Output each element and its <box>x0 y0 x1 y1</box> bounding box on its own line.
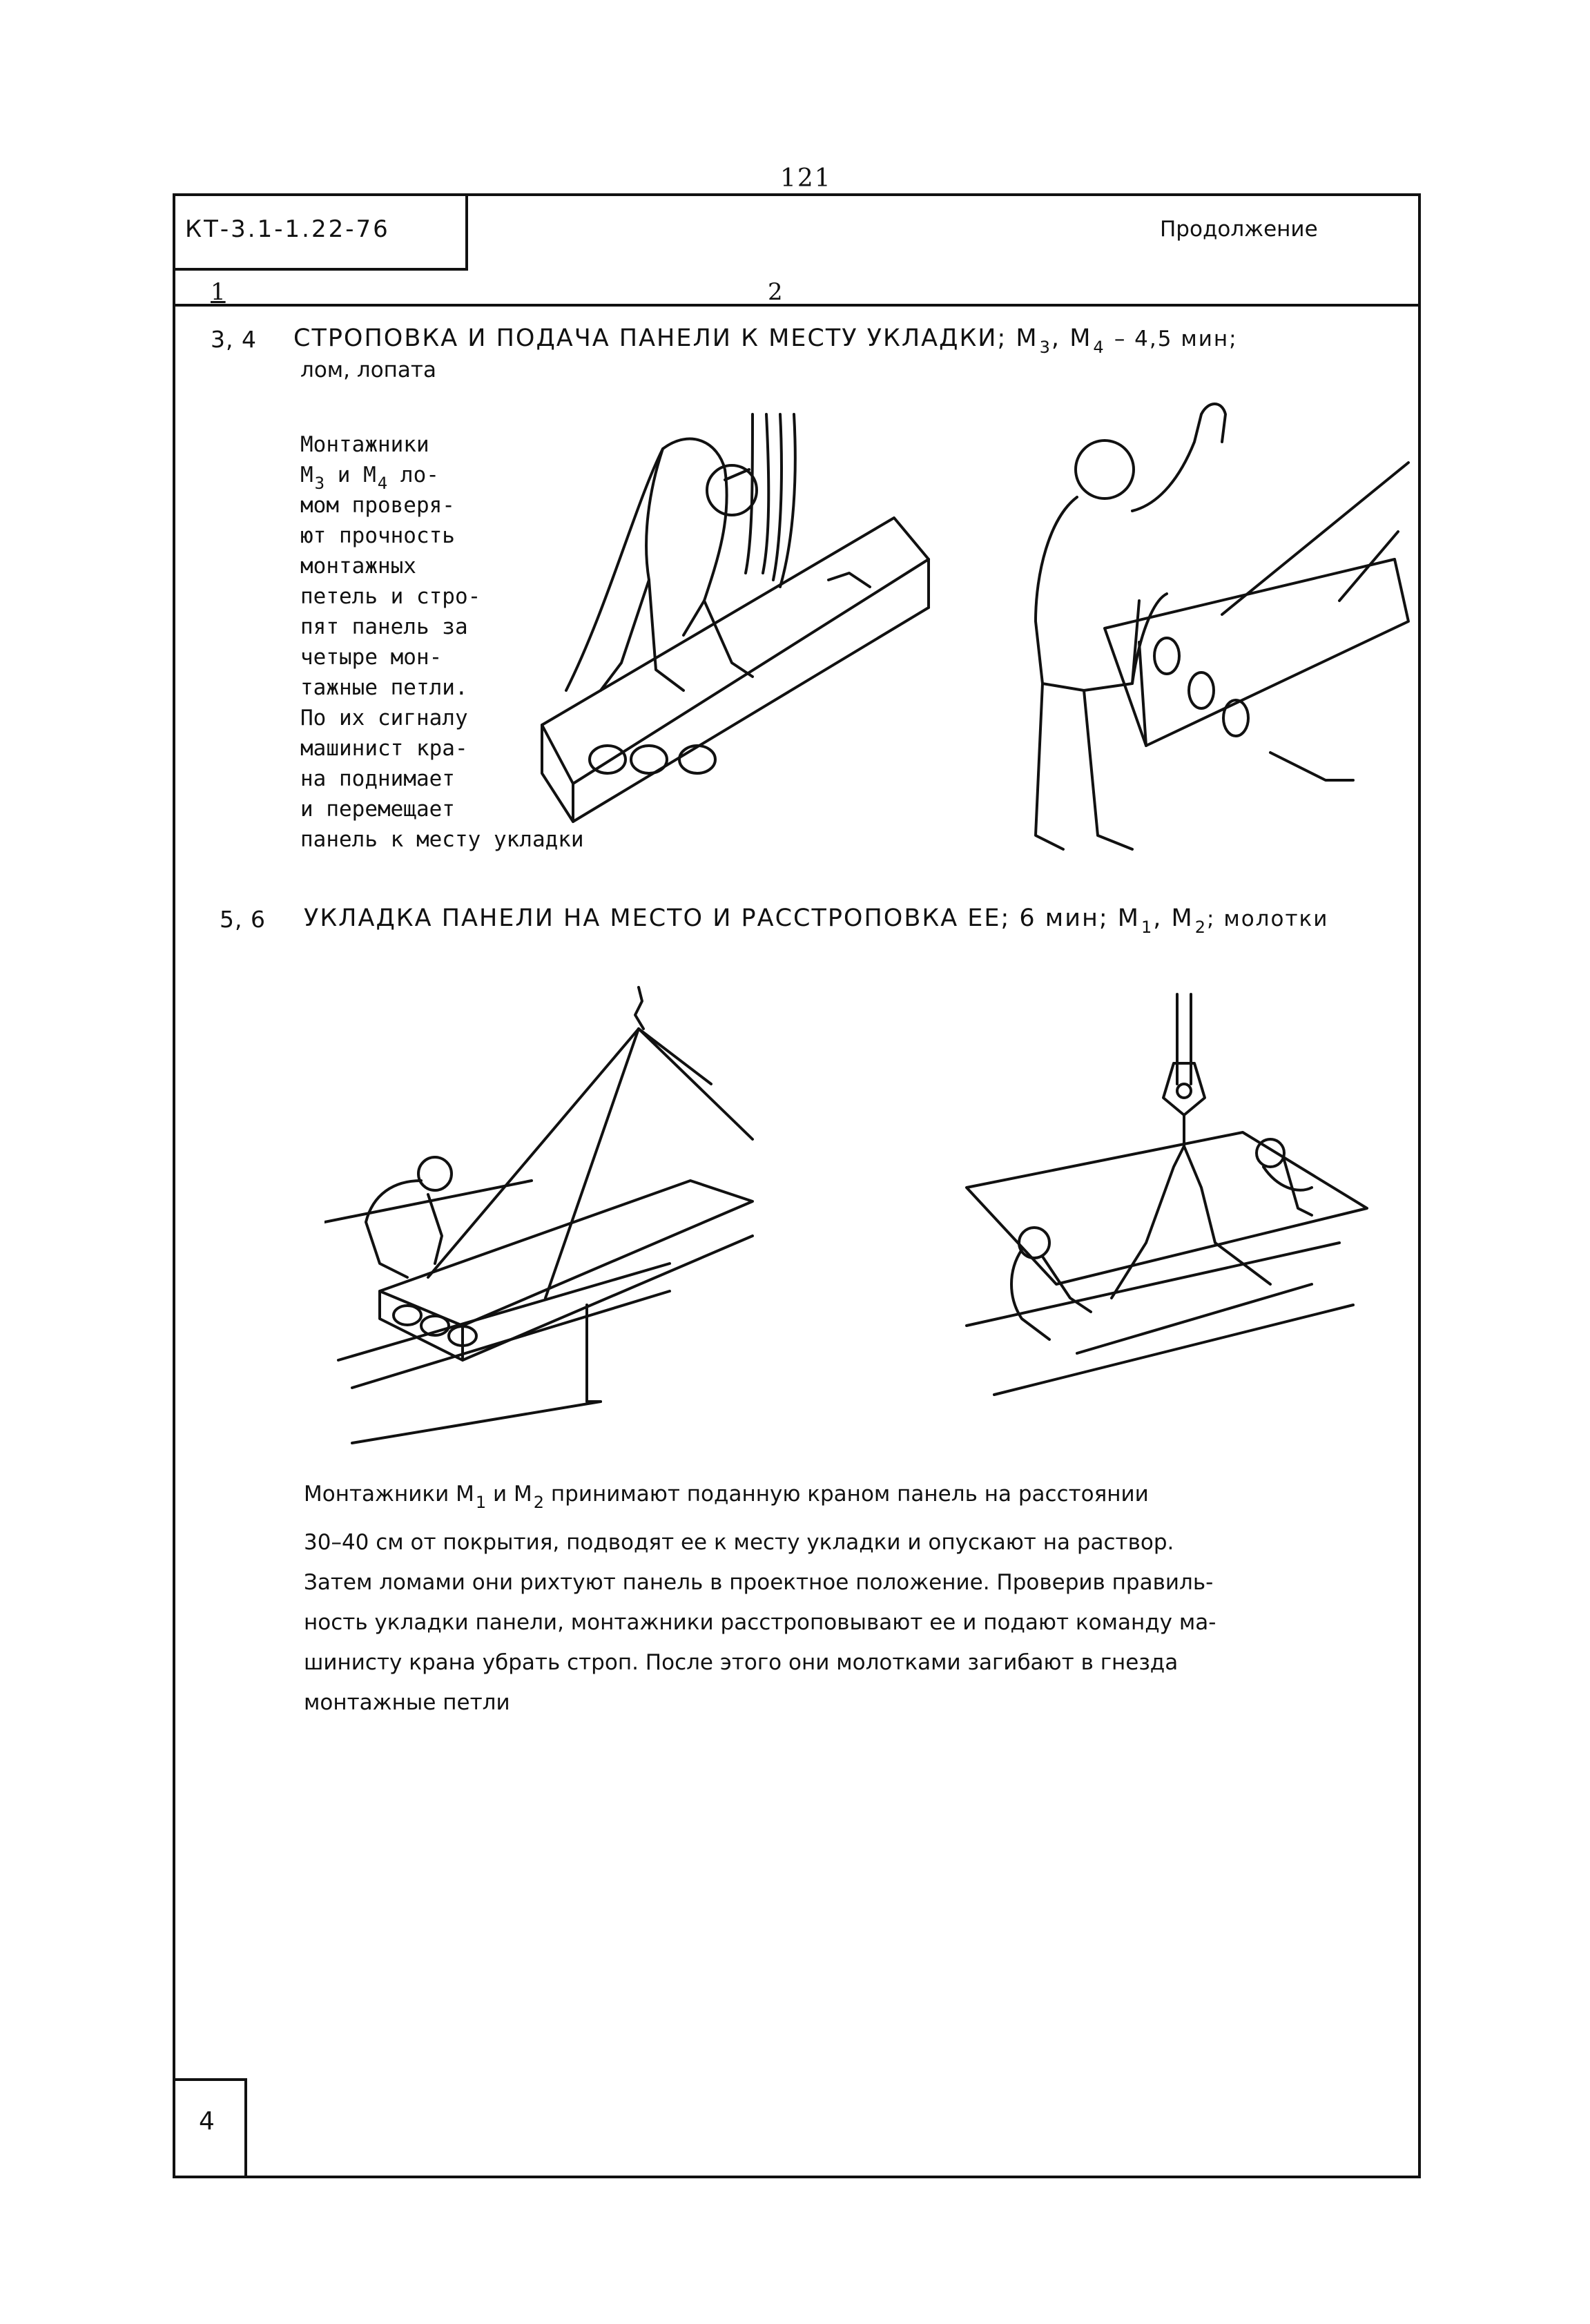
description-line: $М_3$ и $М_4$ ло- <box>300 463 439 493</box>
body-line: монтажные петли <box>304 1690 510 1715</box>
description-line: пят панель за <box>300 614 468 639</box>
operation-1-number: 3, 4 <box>211 326 257 353</box>
body-line: Монтажники $М_1$ и $М_2$ принимают поданную краном панель на расстоянии <box>304 1482 1149 1512</box>
operation-1-heading: СТРОПОВКА И ПОДАЧА ПАНЕЛИ К МЕСТУ УКЛАДКИ; $М_3$, $М_4 - 4,5$ мин; <box>293 325 1238 357</box>
body-line: шинисту крана убрать строп. После этого они молотками загибают в гнезда <box>304 1650 1179 1675</box>
operation-2-description <box>304 1474 1367 1723</box>
description-line: ют прочность <box>300 523 455 548</box>
worker-m4: $М_4$ <box>1069 325 1105 357</box>
illustration-unslinging-panel <box>953 980 1381 1408</box>
operation-1-duration: – 4,5 мин; <box>1114 327 1238 351</box>
operation-2-tools: ; молотки <box>1207 907 1329 931</box>
description-line: монтажных <box>300 554 416 579</box>
body-line: 30–40 см от покрытия, подводят ее к месту укладки и опускают на раствор. <box>304 1530 1174 1555</box>
worker-m2: $М_2$ <box>1171 904 1208 937</box>
illustration-slinging-panel <box>525 400 953 829</box>
bottom-page-number: 4 <box>199 2107 215 2136</box>
worker-m3: $М_3$ <box>1016 325 1051 357</box>
body-line: ность укладки панели, монтажники расстроповывают ее и подают команду ма- <box>304 1610 1216 1635</box>
column-header-1: 1 <box>211 278 226 306</box>
column-header-rule <box>173 304 1421 307</box>
description-line: мом проверя- <box>300 493 455 518</box>
worker-m1: $М_1$ <box>1117 904 1154 937</box>
illustration-lowering-panel <box>324 974 780 1450</box>
description-line: По их сигналу <box>300 706 468 730</box>
description-line: на поднимает <box>300 766 455 791</box>
page-number: 121 <box>780 164 832 193</box>
description-line: и перемещает <box>300 797 455 822</box>
operation-1-tools: лом, лопата <box>300 358 436 383</box>
continuation-label: Продолжение <box>1160 217 1318 242</box>
illustration-signalling-worker <box>994 394 1422 863</box>
column-header-2: 2 <box>768 278 783 306</box>
operation-2-heading: УКЛАДКА ПАНЕЛИ НА МЕСТО И РАССТРОПОВКА ЕЕ; 6 мин; $М_1$, $М_2$; молотки <box>304 904 1329 937</box>
operation-2-number: 5, 6 <box>220 906 266 933</box>
operation-2-title: УКЛАДКА ПАНЕЛИ НА МЕСТО И РАССТРОПОВКА ЕЕ; 6 мин; <box>304 904 1109 932</box>
description-line: петель и стро- <box>300 584 481 609</box>
description-line: панель к месту укладки <box>300 827 584 852</box>
description-line: четыре мон- <box>300 645 443 670</box>
body-line: Затем ломами они рихтуют панель в проектное положение. Проверив правиль- <box>304 1570 1214 1595</box>
description-line: тажные петли. <box>300 675 468 700</box>
description-line: Монтажники <box>300 432 429 457</box>
document-code: КТ-3.1-1.22-76 <box>185 215 390 243</box>
description-line: машинист кра- <box>300 736 468 761</box>
operation-1-title: СТРОПОВКА И ПОДАЧА ПАНЕЛИ К МЕСТУ УКЛАДКИ; <box>293 325 1007 352</box>
